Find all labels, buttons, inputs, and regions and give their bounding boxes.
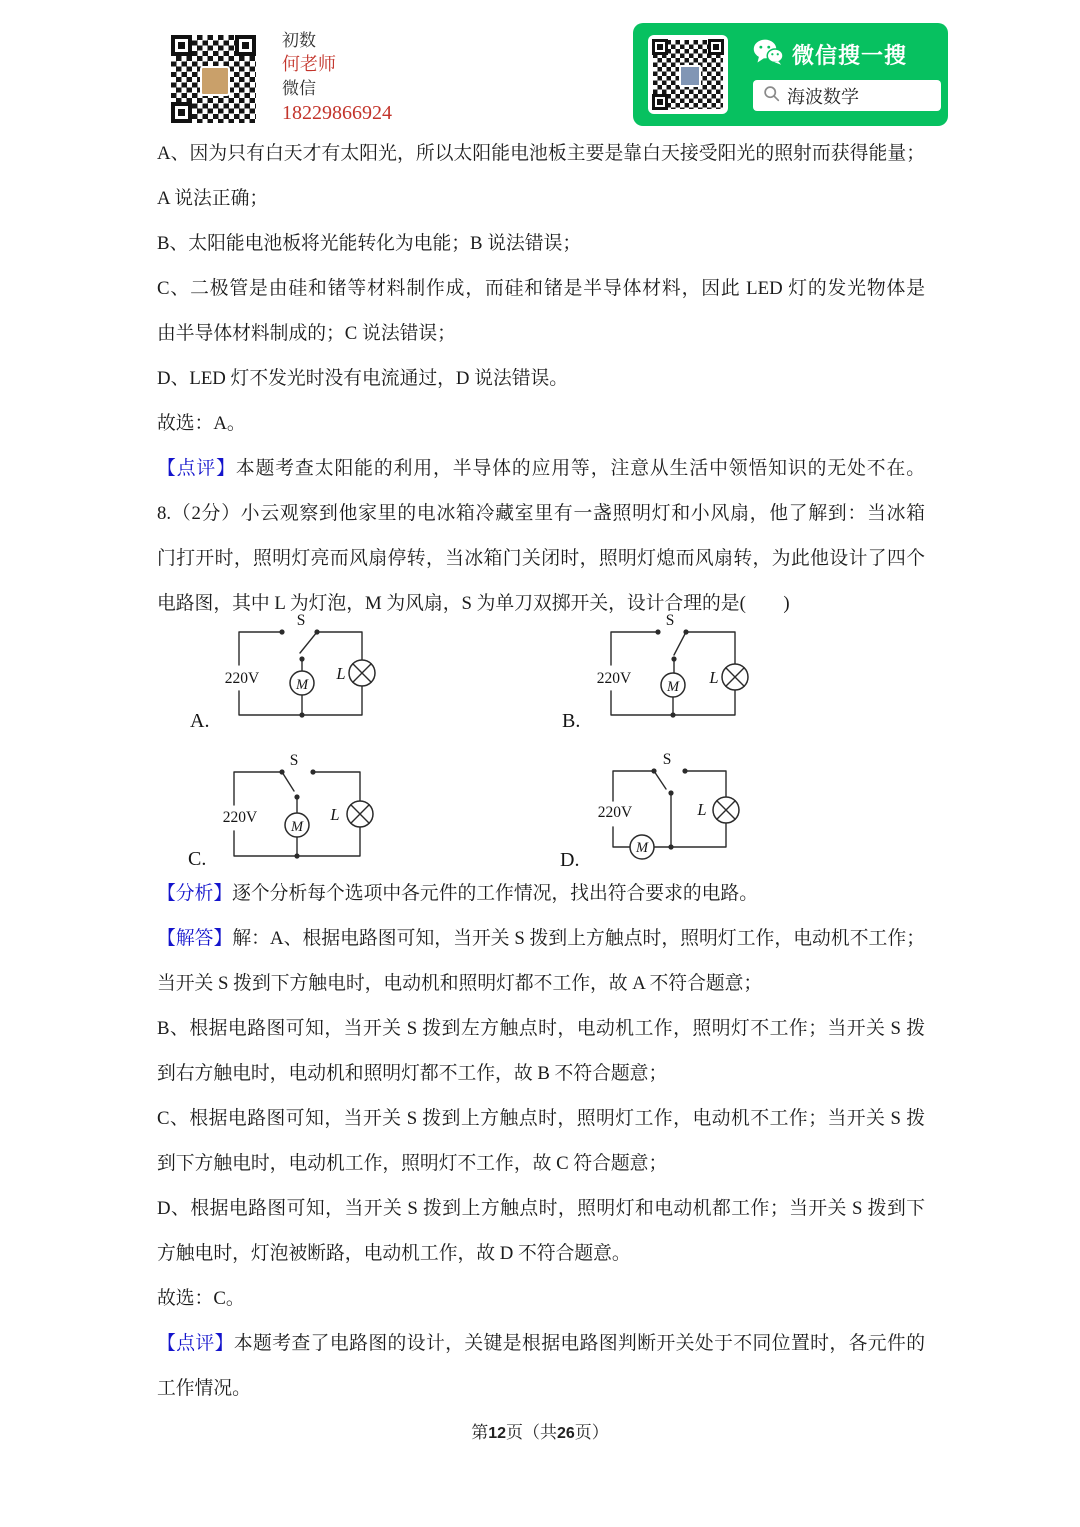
circuit-option-c: [180, 745, 430, 875]
answer-line: 到右方触电时，电动机和照明灯都不工作，故 B 不符合题意；: [157, 1063, 668, 1084]
option-letter: A.: [190, 710, 210, 732]
motor-label: M: [666, 679, 680, 695]
question-line: 电路图，其中 L 为灯泡，M 为风扇，S 为单刀双掷开关，设计合理的是( ): [157, 593, 790, 614]
lamp-label: L: [336, 664, 346, 683]
analysis-line: [157, 871, 925, 916]
qr-finder-icon: [652, 39, 668, 55]
comment-text: 本题考查太阳能的利用，半导体的应用等，注意从生活中领悟知识的无处不在。: [235, 458, 925, 479]
answer-choice-line: 故选：C。: [157, 1288, 245, 1309]
motor-label: M: [290, 819, 304, 835]
switch-label: S: [662, 751, 672, 768]
search-icon: [763, 85, 780, 107]
contact-phone: 18229866924: [282, 102, 392, 124]
lamp-label: L: [330, 805, 340, 824]
wechat-search-query: 海波数学: [787, 86, 859, 107]
comment-label: 【点评】: [157, 458, 236, 479]
answer-line: [157, 916, 925, 961]
voltage-label: 220V: [597, 804, 633, 821]
avatar: [679, 65, 701, 87]
text-line: D、LED 灯不发光时没有电流通过，D 说法错误。: [157, 368, 569, 389]
switch-label: S: [296, 612, 306, 629]
lamp-label: L: [697, 800, 707, 819]
avatar: [200, 66, 230, 96]
contact-name: 何老师: [282, 54, 336, 74]
comment-text: 本题考查了电路图的设计，关键是根据电路图判断开关处于不同位置时，各元件的: [233, 1333, 925, 1354]
answer-line: 当开关 S 拨到下方触电时，电动机和照明灯都不工作，故 A 不符合题意；: [157, 973, 763, 994]
qr-finder-icon: [171, 102, 192, 123]
text-line: B、太阳能电池板将光能转化为电能；B 说法错误；: [157, 233, 582, 254]
option-letter: D.: [560, 849, 580, 871]
motor-label: M: [635, 840, 649, 856]
text-block-bottom: [157, 871, 925, 1411]
answer-line: C、根据电路图可知，当开关 S 拨到上方触点时，照明灯工作，电动机不工作；当开关 S 拨: [157, 1108, 925, 1129]
contact-text: [282, 30, 392, 125]
lamp-label: L: [709, 668, 719, 687]
text-line: A、因为只有白天才有太阳光，所以太阳能电池板主要是靠白天接受阳光的照射而获得能量；: [157, 143, 925, 164]
analysis-text: 逐个分析每个选项中各元件的工作情况，找出符合要求的电路。: [232, 883, 758, 904]
voltage-label: 220V: [596, 670, 632, 687]
voltage-label: 220V: [224, 670, 260, 687]
comment-line: 工作情况。: [157, 1378, 251, 1399]
text-line: 由半导体材料制成的；C 说法错误；: [157, 323, 456, 344]
footer-text: 页）: [574, 1423, 609, 1442]
contact-header: [166, 30, 466, 135]
circuit-option-a: [180, 605, 430, 735]
wechat-banner: [633, 23, 948, 126]
qr-finder-icon: [652, 94, 668, 110]
motor-label: M: [295, 677, 309, 693]
qr-finder-icon: [171, 35, 192, 56]
answer-line: 方触电时，灯泡被断路，电动机工作，故 D 不符合题意。: [157, 1243, 631, 1264]
footer-total-pages: 26: [557, 1425, 575, 1442]
wechat-qr-code: [648, 35, 728, 114]
answer-line: B、根据电路图可知，当开关 S 拨到左方触点时，电动机工作，照明灯不工作；当开关 S 拨: [157, 1018, 925, 1039]
text-block-top: [157, 131, 925, 626]
wechat-search-title: 微信搜一搜: [792, 42, 908, 68]
circuit-option-b: [550, 605, 800, 735]
comment-label: 【点评】: [157, 1333, 234, 1354]
contact-brand: 初数: [282, 31, 316, 50]
option-letter: B.: [562, 710, 581, 732]
switch-label: S: [289, 752, 299, 769]
text-line: A 说法正确；: [157, 188, 269, 209]
page-footer: [0, 1418, 1080, 1443]
circuit-option-d: [550, 745, 800, 875]
analysis-label: 【分析】: [157, 883, 233, 904]
contact-qr-code: [166, 30, 261, 128]
answer-intro: 解：A、根据电路图可知，当开关 S 拨到上方触点时，照明灯工作，电动机不工作；: [232, 928, 925, 949]
wechat-icon: [753, 39, 783, 70]
answer-line: D、根据电路图可知，当开关 S 拨到上方触点时，照明灯和电动机都工作；当开关 S 拨到下: [157, 1198, 925, 1219]
text-line: C、二极管是由硅和锗等材料制作成，而硅和锗是半导体材料，因此 LED 灯的发光物体是: [157, 278, 925, 299]
qr-finder-icon: [235, 35, 256, 56]
answer-line: 到下方触电时，电动机工作，照明灯不工作，故 C 符合题意；: [157, 1153, 668, 1174]
wechat-banner-right: [753, 37, 941, 111]
contact-wechat-label: 微信: [282, 79, 316, 98]
comment-line: [157, 1321, 925, 1366]
option-letter: C.: [188, 848, 207, 870]
footer-page-number: 12: [488, 1425, 506, 1442]
qr-finder-icon: [708, 39, 724, 55]
wechat-search-pill: [753, 80, 941, 111]
answer-choice-line: 故选：A。: [157, 413, 246, 434]
switch-label: S: [665, 612, 675, 629]
voltage-label: 220V: [222, 809, 258, 826]
question-line: 8.（2分）小云观察到他家里的电冰箱冷藏室里有一盏照明灯和小风扇，他了解到：当冰箱: [157, 503, 925, 524]
footer-text: 第: [471, 1423, 489, 1442]
comment-line: [157, 446, 925, 491]
answer-label: 【解答】: [157, 928, 233, 949]
question-line: 门打开时，照明灯亮而风扇停转，当冰箱门关闭时，照明灯熄而风扇转，为此他设计了四个: [157, 548, 925, 569]
footer-text: 页（共: [506, 1423, 557, 1442]
